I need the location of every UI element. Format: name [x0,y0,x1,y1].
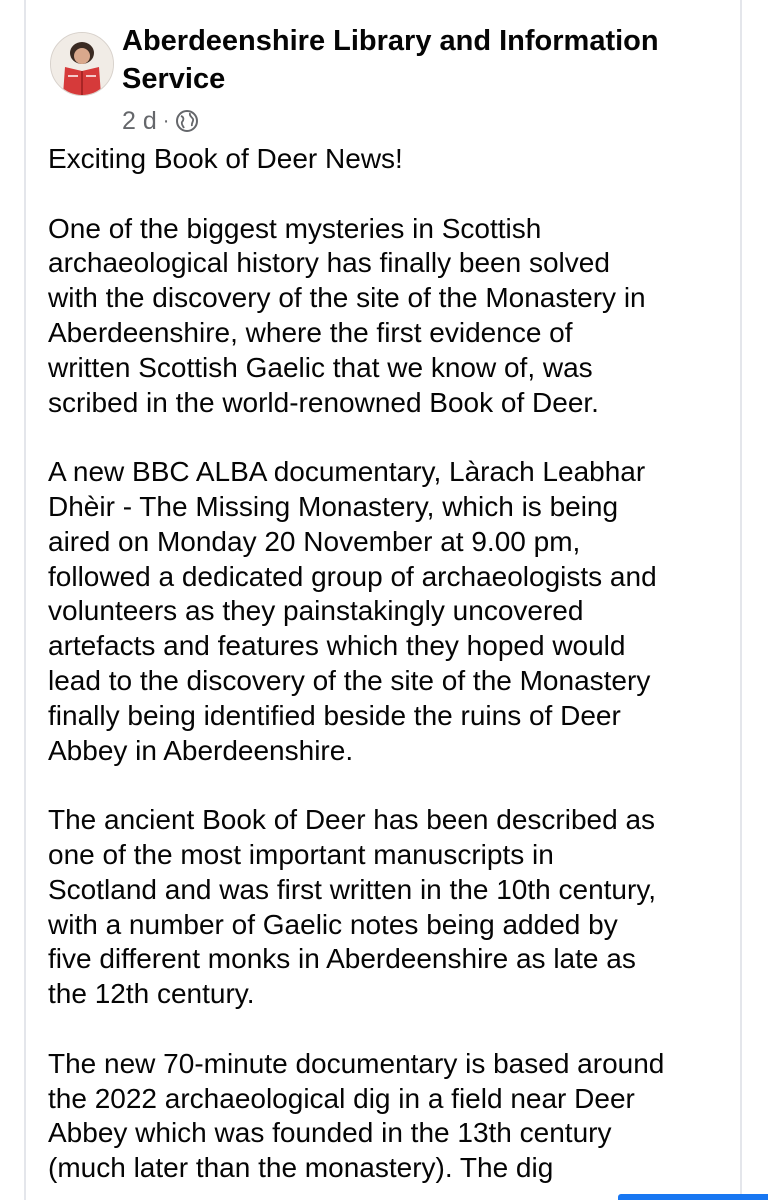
globe-icon[interactable] [175,109,199,133]
page-name-line-2: Service [122,63,226,95]
post-paragraph-3: A new BBC ALBA documentary, Làrach Leabhar Dhèir - The Missing Monastery, which is being aired on Monday 20 November at 9.00 pm, followed a dedicated group of archaeologists and volunteers as they painstakingly uncovered artefacts and features which they hoped would lead to the discovery of the site of the Monastery finally being identified beside the ruins of Deer Abbey in Aberdeenshire. [48,456,657,766]
post-meta [122,106,199,136]
post-paragraph-5: The new 70-minute documentary is based around the 2022 archaeological dig in a field near Deer Abbey which was founded in the 13th century (much later than the monastery). The dig [48,1047,665,1184]
post-card [24,0,742,1200]
post-text [48,142,728,1200]
post-paragraph-2: One of the biggest mysteries in Scottish archaeological history has finally been solved with the discovery of the site of the Monastery in Aberdeenshire, where the first evidence of written Scottish Gaelic that we know of, was scribed in the world-renowned Book of Deer. [48,212,646,418]
meta-separator: · [162,110,170,132]
scroll-indicator [618,1194,768,1200]
page-name-link[interactable] [122,22,702,98]
post-header [50,22,710,142]
post-paragraph-1: Exciting Book of Deer News! [48,143,403,174]
page-name-line-1: Aberdeenshire Library and Information [122,25,659,57]
page-avatar[interactable] [50,32,114,96]
post-timestamp[interactable]: 2 d [122,107,157,135]
post-paragraph-4: The ancient Book of Deer has been described as one of the most important manuscripts in Scotland and was first written in the 10th century, with a number of Gaelic notes being added by five different monks in Aberdeenshire as late as the 12th century. [48,804,657,1010]
